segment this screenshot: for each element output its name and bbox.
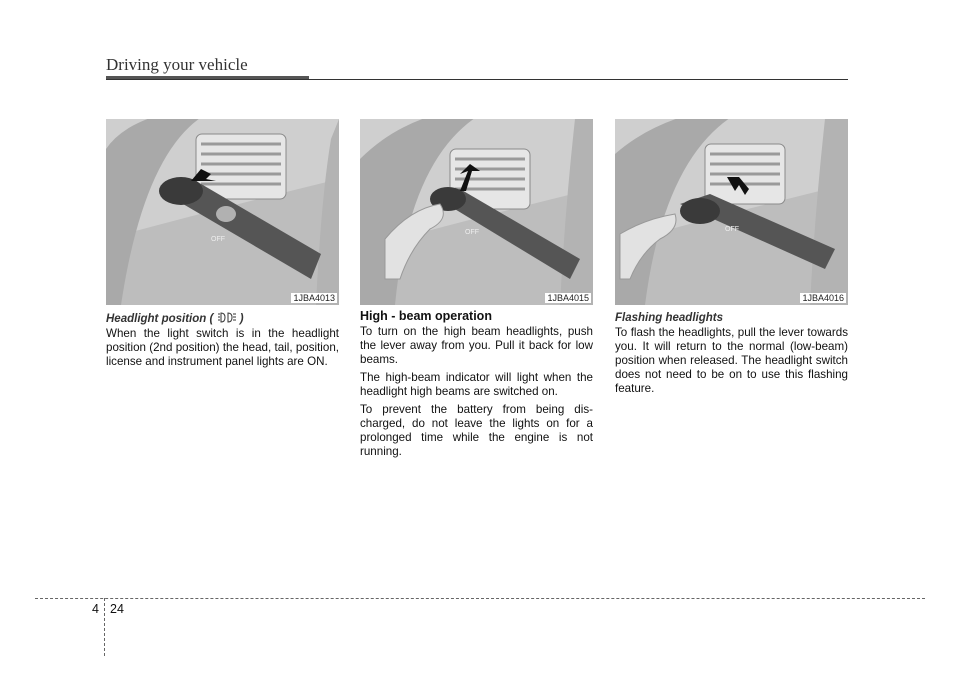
section-headlight-position [106, 119, 339, 369]
section-high-beam [360, 119, 593, 459]
section-heading: Headlight position ( ) [106, 313, 244, 325]
lever-off-label-1: OFF [211, 236, 225, 243]
section-paragraph: When the light switch is in the headlight position (2nd position) the head, tail, position, license and instrument panel lights are ON. [106, 327, 339, 368]
section-paragraph: The high-beam indicator will light when the headlight high beams are switched on. [360, 371, 593, 398]
lever-illustration-1 [106, 119, 339, 305]
headlight-symbol-icon [217, 312, 237, 323]
footer-dashed-rule [35, 598, 925, 599]
figure-code: 1JBA4016 [802, 293, 844, 303]
footer-dashed-divider [104, 598, 105, 656]
section-paragraph: To prevent the battery from being dis-charged, do not leave the lights on for a prolonged time while the engine is not running. [360, 403, 593, 458]
figure-high-beam-lever [360, 119, 593, 305]
header-rule [106, 79, 848, 80]
lever-illustration-2 [360, 119, 593, 305]
footer-chapter-number: 4 [92, 602, 99, 616]
figure-code: 1JBA4015 [547, 293, 589, 303]
figure-code: 1JBA4013 [293, 293, 335, 303]
section-heading: Flashing headlights [615, 312, 723, 324]
figure-headlight-lever [106, 119, 339, 305]
lever-illustration-3 [615, 119, 848, 305]
footer-page-number: 24 [110, 602, 124, 616]
page-header-title: Driving your vehicle [106, 55, 248, 74]
section-heading: High - beam operation [360, 309, 492, 323]
section-paragraph: To flash the headlights, pull the lever towards you. It will return to the normal (low-beam) position when released. The headlight switch does not need to be on to use this flashing feature. [615, 326, 848, 395]
section-paragraph: To turn on the high beam headlights, push the lever away from you. Pull it back for low beams. [360, 325, 593, 366]
section-flashing-headlights [615, 119, 848, 396]
figure-flash-lever [615, 119, 848, 305]
lever-off-label-3: OFF [725, 226, 739, 233]
lever-off-label-2: OFF [465, 229, 479, 236]
